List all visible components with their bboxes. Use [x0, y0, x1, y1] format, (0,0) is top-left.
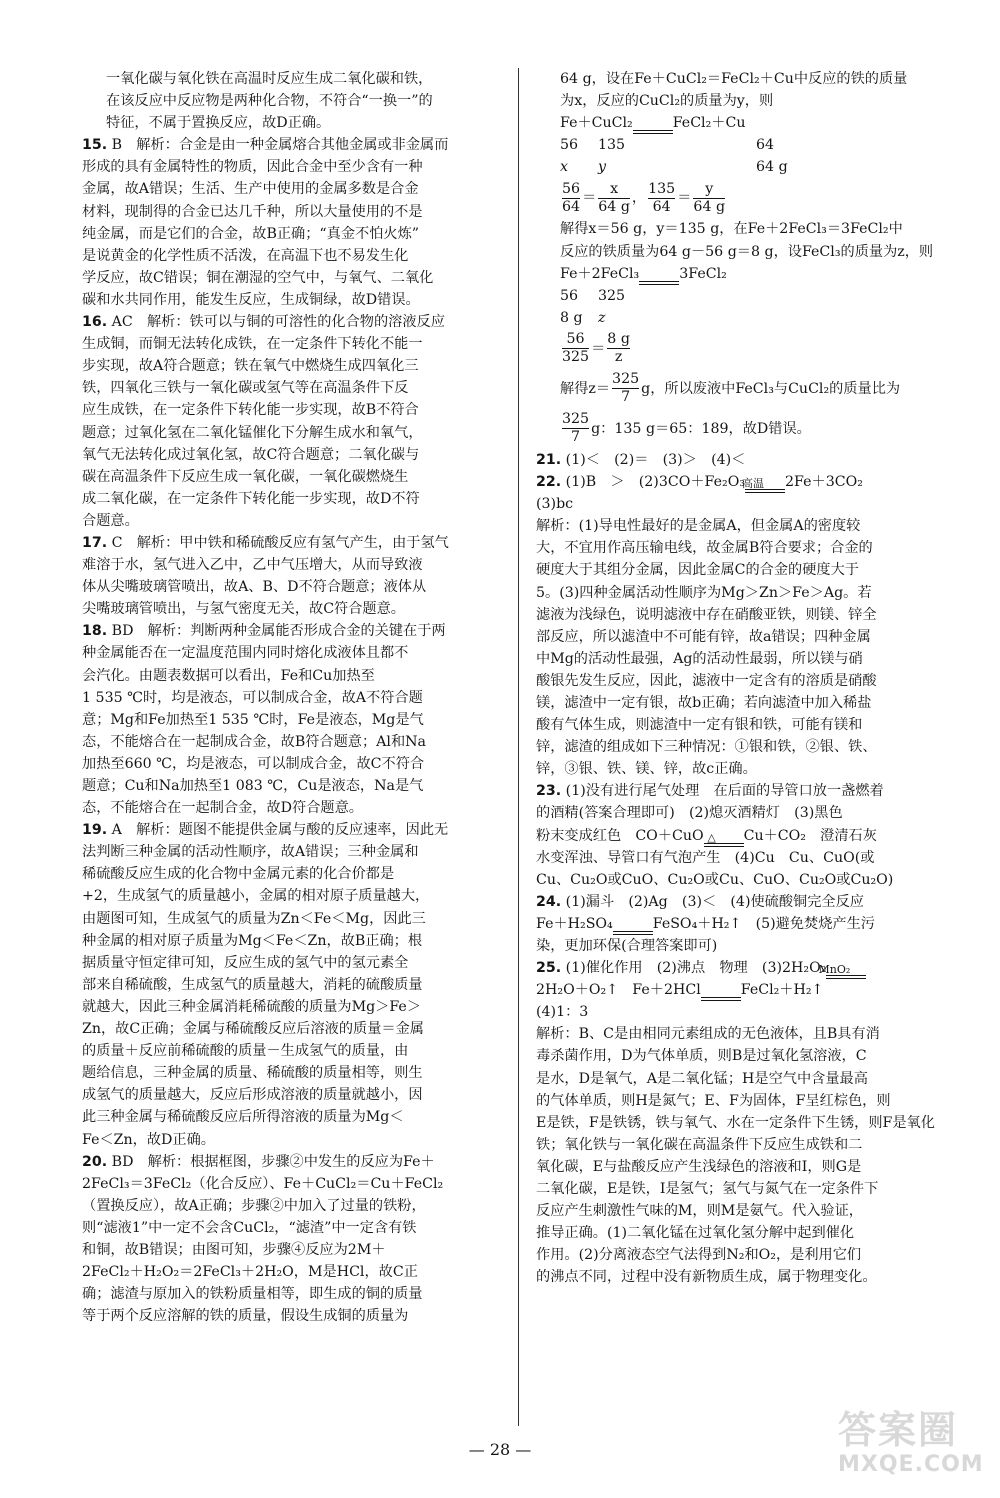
text-line: 中Mg的活动性最强，Ag的活动性最弱，所以镁与硝 [536, 650, 863, 667]
question-number: 21. [536, 451, 562, 468]
watermark-url: MXQE.COM [838, 1452, 984, 1477]
text-line: 酸有气体生成，则滤渣中一定有银和铁，可能有镁和 [536, 717, 863, 734]
text-fragment: g，所以废液中FeCl₃与CuCl₂的质量比为 [641, 380, 901, 397]
solution-z [560, 369, 960, 409]
equation-fe-cucl2 [560, 112, 960, 134]
text-line: 加热至660 ℃，均是液态，可以制成合金，故C不符合 [82, 755, 425, 772]
unknown-value: y [598, 159, 607, 176]
text-line: （置换反应），故A正确；步骤②中加入了过量的铁粉， [82, 1197, 426, 1214]
question-22 [536, 471, 960, 780]
text-line: 水变浑浊、导管口有气泡产生 (4)Cu Cu、CuO(或 [536, 849, 875, 866]
fraction [607, 331, 630, 366]
text-line: 材料，现制得的合金已达几千种，所以大量使用的不是 [82, 203, 423, 220]
text-line: 则“滤液1”中一定不会含CuCl₂，“滤渣”中一定含有铁 [82, 1219, 417, 1236]
text-line: 态，不能熔合在一起制成合金，故B符合题意；Al和Na [82, 733, 427, 750]
numerator: 135 [648, 180, 676, 197]
text-fragment: FeSO₄＋H₂↑ (5)避免焚烧产生污 [652, 915, 875, 932]
text-line: 形成的具有金属特性的物质，因此合金中至少含有一种 [82, 159, 423, 176]
text-line: 的酒精(答案合理即可) (2)熄灭酒精灯 (3)黑色 [536, 805, 843, 822]
question-number: 23. [536, 783, 562, 800]
text-line: 确；滤渣与原加入的铁粉质量相等，即生成的铜的质量 [82, 1286, 423, 1303]
numerator: y [693, 181, 725, 199]
text-line: 据质量守恒定律可知，反应生成的氢气中的氢元素全 [82, 954, 409, 971]
question-24 [536, 891, 960, 957]
reaction-condition: 高温 [742, 477, 765, 491]
text-line: (1)漏斗 (2)Ag (3)＜ (4)使硫酸铜完全反应 [565, 893, 864, 910]
text-line: 镁，滤渣中一定有银，故b正确；若向滤渣中加入稀盐 [536, 694, 872, 711]
text-line: 染，更加环保(合理答案即可) [536, 938, 718, 954]
numerator: 56 [562, 180, 581, 197]
denominator: 64 g [693, 198, 726, 215]
text-line: 难溶于水，氢气进入乙中，乙中气压增大，从而导致液 [82, 557, 423, 574]
text-line: 应生成铁，在一定条件下转化能一步实现，故B不符合 [82, 402, 419, 419]
proportion-2: $\frac{56}{325}$ ＝ $\frac{8 g}{z}$ [562, 331, 630, 366]
text-line: (1)没有进行尾气处理 在后面的导管口放一盏燃着 [565, 783, 884, 800]
mass-value: 325 [598, 287, 626, 304]
text-line: 的气体单质，则H是氮气；E、F为固体，F呈红棕色，则 [536, 1092, 891, 1109]
text-line: 在该反应中反应物是两种化合物，不符合“一换一”的 [106, 93, 433, 110]
text-line: 和铜，故B错误；由图可知，步骤④反应为2M＋ [82, 1241, 386, 1258]
text-line: 铁；氧化铁与一氧化碳在高温条件下反应生成铁和二 [536, 1136, 863, 1153]
text-line: 大，不宜用作高压输电线，故金属B符合要求；合金的 [536, 540, 873, 557]
numerator: 325 [562, 411, 590, 428]
question-number: 15. [82, 137, 108, 154]
question-number: 17. [82, 534, 108, 551]
text-line: 金属，故A错误；生活、生产中使用的金属多数是合金 [82, 181, 419, 198]
fraction [562, 181, 580, 216]
text-line: Fe＜Zn，故D正确。 [82, 1131, 215, 1148]
answer-text: (1)＜ (2)＝ (3)＞ (4)＜ [565, 451, 746, 468]
text-line: 成氢气的质量越大，反应后形成溶液的质量就越小，因 [82, 1087, 423, 1104]
text-line: 5。(3)四种金属活动性顺序为Mg＞Zn＞Fe＞Ag。若 [536, 584, 872, 601]
q14-continuation [82, 68, 502, 134]
equation-unknowns [560, 307, 960, 329]
denominator: 64 [562, 198, 581, 215]
right-column [536, 68, 960, 1289]
watermark-logo [838, 1408, 988, 1492]
text-line: 锌，③银、铁、镁、锌，故c正确。 [536, 761, 757, 778]
text-line: 法判断三种金属的活动性顺序，故A错误；三种金属和 [82, 844, 419, 861]
question-16 [82, 311, 502, 532]
text-line: 题意；Cu和Na加热至1 083 ℃，Cu是液态，Na是气 [82, 778, 424, 794]
denominator: 7 [571, 429, 581, 446]
mass-value: 56 [560, 287, 579, 304]
text-fragment: 粉末变成红色 CO＋CuO [536, 827, 704, 844]
question-25 [536, 957, 960, 1288]
column-divider [518, 68, 519, 1426]
mass-value: 64 [756, 137, 775, 154]
text-line: 氧化碳，E与盐酸反应产生浅绿色的溶液和I，则G是 [536, 1158, 862, 1175]
text-line: 解析：B、C是由相同元素组成的无色液体，且B具有消 [536, 1026, 880, 1043]
text-line: 体从尖嘴玻璃管喷出，故A、B、D不符合题意；液体从 [82, 579, 427, 596]
denominator: 64 [652, 198, 671, 215]
fraction [648, 181, 675, 216]
text-fragment: 解得z＝ [560, 380, 611, 397]
question-number: 19. [82, 822, 108, 839]
text-line: 生成铜，而铜无法转化成铁，在一定条件下转化不能一 [82, 336, 423, 353]
text-line: 成二氧化碳，在一定条件下转化能一步实现，故D不符 [82, 490, 420, 507]
text-fragment: Cu＋CO₂ 澄清石灰 [743, 827, 877, 844]
text-fragment: 2Fe＋3CO₂ [785, 474, 863, 491]
equation-unknowns [560, 156, 960, 178]
text-line: 种金属能否在一定温度范围内同时熔化成液体且都不 [82, 645, 409, 662]
reaction-arrow [704, 832, 744, 847]
text-line: 酸银先发生反应，因此，滤液中一定含有的溶质是硝酸 [536, 672, 877, 689]
text-line: 作用。(2)分离液态空气法得到N₂和O₂，是利用它们 [536, 1247, 862, 1264]
text-line: A 解析：题图不能提供金属与酸的反应速率，因此无 [111, 822, 449, 839]
text-line: 铁，四氧化三铁与一氧化碳或氢气等在高温条件下反 [82, 380, 409, 397]
text-line: 硬度大于其组分金属，因此金属C的合金的硬度大于 [536, 562, 859, 579]
equation-left: Fe＋CuCl₂ [560, 115, 633, 132]
text-line: 学反应，故C错误；铜在潮湿的空气中，与氧气、二氧化 [82, 269, 434, 286]
text-line [536, 979, 960, 1001]
equation-fe-fecl3 [560, 263, 960, 285]
equation-left: Fe＋2FeCl₃ [560, 265, 640, 282]
text-line: 2FeCl₃＝3FeCl₂（化合反应）、Fe＋CuCl₂＝Cu＋FeCl₂ [82, 1175, 444, 1192]
text-line: 步实现，故A符合题意；铁在氧气中燃烧生成四氧化三 [82, 358, 419, 375]
text-line: 为x，反应的CuCl₂的质量为y，则 [560, 93, 774, 110]
question-number: 25. [536, 960, 562, 977]
text-line: B 解析：合金是由一种金属熔合其他金属或非金属而 [111, 137, 449, 154]
equation-masses [560, 134, 960, 156]
question-number: 22. [536, 474, 562, 491]
text-line: 滤液为浅绿色，说明滤液中存在硝酸亚铁，则镁、锌全 [536, 606, 877, 623]
text-line: 是说黄金的化学性质不活泼，在高温下也不易发生化 [82, 247, 409, 264]
mass-value: 56 [560, 137, 579, 154]
text-line: BD 解析：判断两种金属能否形成合金的关键在于两 [111, 623, 446, 640]
page-number: — 28 — [468, 1440, 532, 1459]
text-line: 锌，滤渣的组成如下三种情况：①银和铁，②银、铁、 [536, 739, 877, 756]
equation-right: 3FeCl₂ [679, 265, 727, 282]
question-21 [536, 449, 960, 471]
fraction [562, 411, 589, 446]
watermark-text: 答案圈 [838, 1408, 959, 1452]
text-line: 稀硫酸反应生成的化合物中金属元素的化合价都是 [82, 866, 395, 883]
question-number: 20. [82, 1153, 108, 1170]
text-line: 题给信息，三种金属的质量、稀硫酸的质量相等，则生 [82, 1065, 423, 1082]
text-line: 纯金属，而是它们的合金，故B正确；“真金不怕火炼” [82, 225, 420, 242]
text-fragment: (1)B ＞ (2)3CO＋Fe₂O₃ [565, 474, 746, 491]
denominator: 64 g [598, 198, 630, 215]
reaction-condition: MnO₂ [818, 963, 851, 977]
text-fragment: 2H₂O＋O₂↑ Fe＋2HCl [536, 982, 701, 999]
text-line: 种金属的相对原子质量为Mg＜Fe＜Zn，故B正确；根 [82, 932, 423, 949]
text-fragment: g：135 g＝65：189，故D错误。 [591, 420, 811, 437]
text-line: 尖嘴玻璃管喷出，与氢气密度无关，故C符合题意。 [82, 601, 405, 618]
question-number: 18. [82, 623, 108, 640]
text-line: 由题图可知，生成氢气的质量为Zn＜Fe＜Mg，因此三 [82, 910, 426, 927]
equation-masses [560, 285, 960, 307]
fraction [598, 181, 630, 216]
text-line: 的质量＋反应前稀硫酸的质量－生成氢气的质量，由 [82, 1043, 409, 1060]
text-line: 是水，D是氧气，A是二氧化锰；H是空气中含量最高 [536, 1070, 868, 1087]
text-line: AC 解析：铁可以与铜的可溶性的化合物的溶液反应 [111, 314, 445, 331]
reaction-arrow [818, 963, 866, 979]
reaction-arrow [701, 997, 741, 1001]
text-fragment: (1)催化作用 (2)沸点 物理 (3)2H₂O₂ [565, 960, 827, 977]
mass-value: 8 g [560, 309, 583, 326]
q20-continuation [536, 68, 960, 449]
text-line: 1 535 ℃时，均是液态，可以制成合金，故A不符合题 [82, 689, 423, 706]
text-line: (4)1：3 [536, 1004, 589, 1021]
question-18 [82, 620, 502, 819]
text-line: 推导正确。(1)二氧化锰在过氧化氢分解中起到催化 [536, 1225, 855, 1242]
text-line: 就越大，因此三种金属消耗稀硫酸的质量为Mg＞Fe＞ [82, 998, 422, 1015]
text-line: 会汽化。由题表数据可以看出，Fe和Cu加热至 [82, 667, 375, 684]
proportion-1: $\frac{56}{64}$ ＝ $\frac{x}{64 g}$ ， $\frac{135}{64}$ ＝ $\frac{y}{64 g}$ [562, 180, 726, 215]
left-column [82, 68, 502, 1327]
numerator: 8 g [607, 331, 630, 348]
text-line: 反应的铁质量为64 g－56 g＝8 g，设FeCl₃的质量为z，则 [560, 243, 934, 260]
fraction [562, 331, 589, 366]
text-line: 合题意。 [82, 512, 139, 529]
text-line: 此三种金属与稀硫酸反应后所得溶液的质量为Mg＜ [82, 1109, 404, 1126]
text-line: 特征，不属于置换反应，故D正确。 [106, 115, 331, 132]
text-line [536, 825, 960, 847]
mass-ratio [560, 409, 960, 449]
text-line: 部来自稀硫酸，生成氢气的质量越大，消耗的硫酸质量 [82, 976, 423, 993]
text-line: Cu、Cu₂O或CuO、Cu₂O或Cu、CuO、Cu₂O或Cu₂O) [536, 871, 894, 888]
text-fragment: FeCl₂＋H₂↑ [740, 982, 824, 999]
reaction-arrow [613, 931, 653, 935]
text-line: 反应产生刺激性气味的M，则M是氨气。代入验证， [536, 1203, 863, 1220]
text-line: 解析：(1)导电性最好的是金属A，但金属A的密度较 [536, 518, 861, 535]
numerator: 56 [562, 331, 589, 349]
question-19 [82, 819, 502, 1150]
text-line [536, 913, 960, 935]
text-line: Zn，故C正确；金属与稀硫酸反应后溶液的质量＝金属 [82, 1021, 424, 1038]
text-line: 的沸点不同，过程中没有新物质生成，属于物理变化。 [536, 1269, 877, 1286]
reaction-arrow [742, 477, 785, 493]
text-line: 一氧化碳与氧化铁在高温时反应生成二氧化碳和铁， [106, 71, 433, 87]
text-line: 碳在高温条件下反应生成一氧化碳，一氧化碳燃烧生 [82, 468, 409, 485]
text-line: +2，生成氢气的质量越小，金属的相对原子质量越大， [82, 888, 430, 905]
text-line: 毒杀菌作用，D为气体单质，则B是过氧化氢溶液，C [536, 1048, 867, 1065]
equation-arrow [633, 130, 673, 134]
text-line: 意；Mg和Fe加热至1 535 ℃时，Fe是液态，Mg是气 [82, 711, 424, 728]
unknown-value: x [560, 159, 569, 176]
denominator: z [614, 349, 623, 366]
reaction-condition: △ [707, 830, 716, 844]
text-line: BD 解析：根据框图，步骤②中发生的反应为Fe＋ [111, 1153, 435, 1170]
equation-right: FeCl₂＋Cu [672, 115, 746, 132]
equation-arrow [639, 281, 679, 285]
text-fragment: Fe＋H₂SO₄ [536, 915, 613, 932]
question-number: 24. [536, 893, 562, 910]
question-20 [82, 1151, 502, 1328]
question-15 [82, 134, 502, 311]
text-line: 64 g，设在Fe＋CuCl₂＝FeCl₂＋Cu中反应的铁的质量 [560, 71, 908, 87]
numerator: 325 [612, 371, 640, 388]
mass-value: 135 [598, 137, 626, 154]
question-23 [536, 780, 960, 890]
fraction [612, 371, 639, 406]
text-line: 等于两个反应溶解的铁的质量，假设生成铜的质量为 [82, 1308, 409, 1325]
unknown-value: z [598, 309, 606, 326]
text-line: 氧气无法转化成过氧化氢，故C符合题意；二氧化碳与 [82, 446, 420, 463]
text-line: 二氧化碳，E是铁，I是氢气；氢气与氮气在一定条件下 [536, 1181, 879, 1198]
text-line: 2FeCl₂＋H₂O₂＝2FeCl₃＋2H₂O，M是HCl，故C正 [82, 1264, 418, 1281]
text-line: C 解析：甲中铁和稀硫酸反应有氢气产生，由于氢气 [111, 534, 449, 551]
text-line: 部反应，所以滤渣中不可能有锌，故a错误；四种金属 [536, 628, 871, 645]
text-line: 碳和水共同作用，能发生反应，生成铜绿，故D错误。 [82, 291, 420, 308]
text-line: 解得x＝56 g，y＝135 g，在Fe＋2FeCl₃＝3FeCl₂中 [560, 221, 903, 238]
text-line: 态，不能熔合在一起制合金，故D符合题意。 [82, 800, 363, 817]
text-line: (3)bc [536, 496, 574, 513]
question-number: 16. [82, 314, 108, 331]
question-17 [82, 532, 502, 620]
text-line: E是铁，F是铁锈，铁与氧气、水在一定条件下生锈，则F是氧化 [536, 1114, 935, 1131]
text-line: 题意；过氧化氢在二氧化锰催化下分解生成水和氧气， [82, 424, 423, 441]
fraction [693, 181, 725, 216]
denominator: 7 [621, 389, 631, 406]
numerator: x [598, 181, 630, 199]
unknown-value: 64 g [756, 159, 788, 176]
denominator: 325 [562, 349, 590, 366]
